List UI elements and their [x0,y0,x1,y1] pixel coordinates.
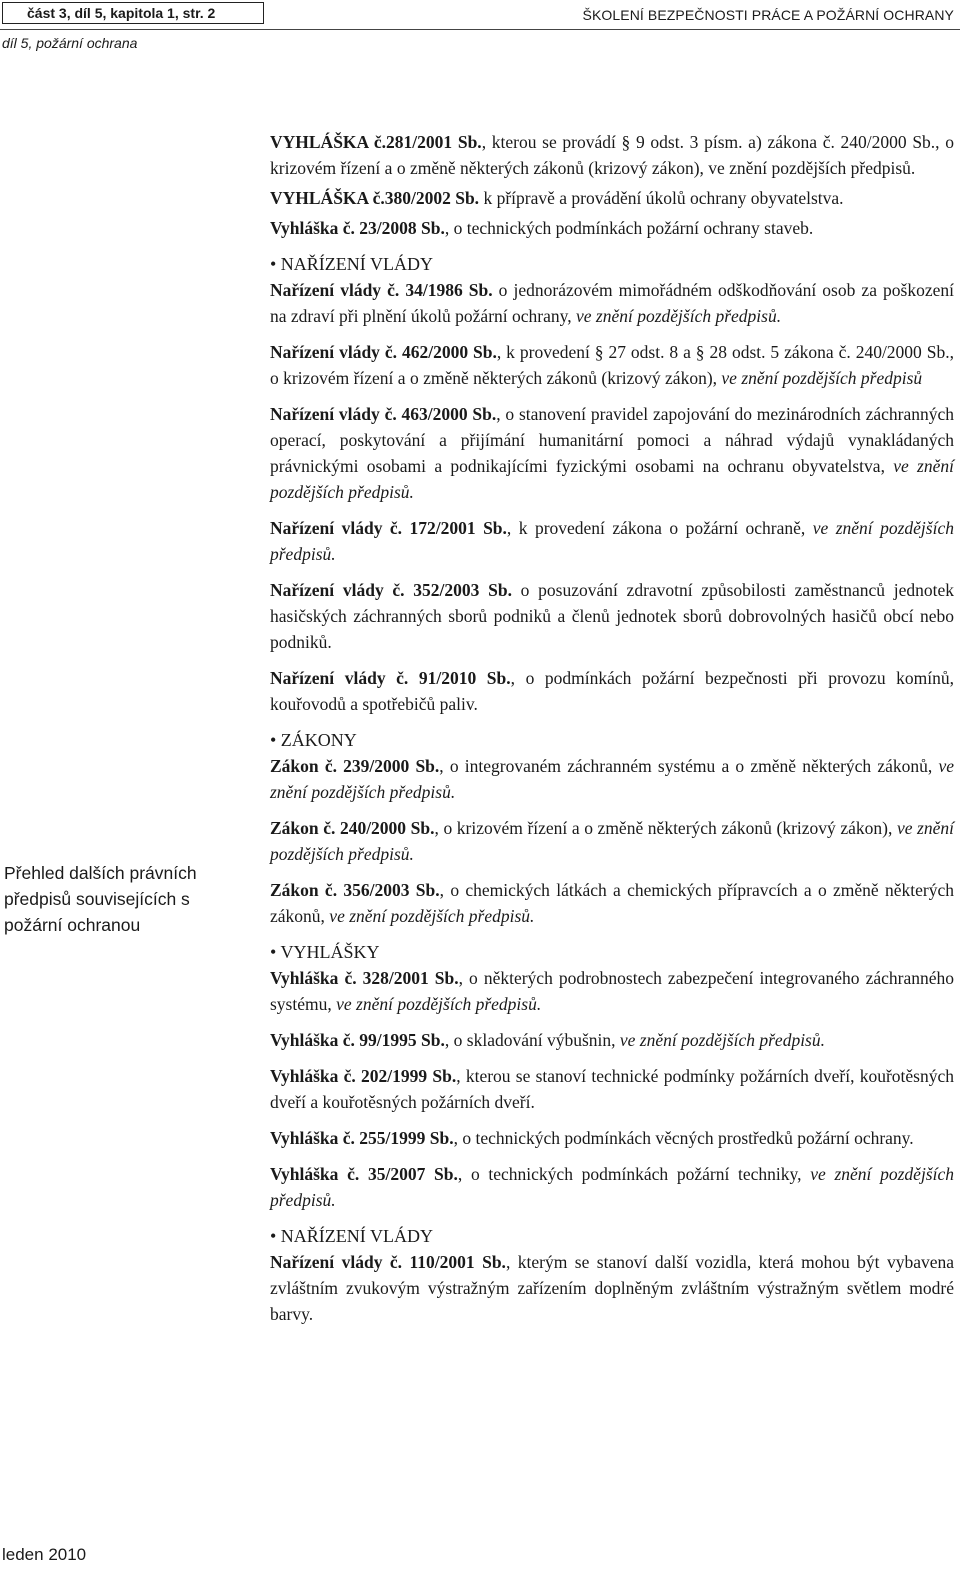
entry-text: , o některých podrobnostech zabezpečení integrovaného záchranného systému, [270,968,954,1014]
entry-reference: VYHLÁŠKA č.380/2002 Sb. [270,188,480,208]
section-heading: • NAŘÍZENÍ VLÁDY [270,1226,433,1246]
legal-entry [270,877,954,929]
entry-reference: Nařízení vlády č. 463/2000 Sb. [270,404,497,424]
legal-entry [270,129,954,181]
entry-text: , o technických podmínkách požární ochrany staveb. [444,218,814,238]
entry-reference: Vyhláška č. 35/2007 Sb. [270,1164,458,1184]
entry-reference: Zákon č. 239/2000 Sb. [270,756,440,776]
chapter-reference: část 3, díl 5, kapitola 1, str. 2 [2,2,264,24]
entry-text: , o integrovaném záchranném systému a o změně některých zákonů, [439,756,939,776]
legal-entry [270,665,954,717]
entry-text: , o krizovém řízení a o změně některých zákonů (krizový zákon), [434,818,897,838]
entry-text: o posuzování zdravotní způsobilosti zaměstnanců jednotek hasičských záchranných sborů podniků a členů jednotek sborů dobrovolných hasičů obcí nebo podniků. [270,580,954,652]
entry-reference: Nařízení vlády č. 172/2001 Sb. [270,518,507,538]
entry-reference: Zákon č. 240/2000 Sb. [270,818,435,838]
legal-entry [270,277,954,329]
section-heading: • NAŘÍZENÍ VLÁDY [270,254,433,274]
entry-reference: Vyhláška č. 255/1999 Sb. [270,1128,454,1148]
entry-reference: Zákon č. 356/2003 Sb. [270,880,440,900]
side-heading: Přehled dalších právních předpisů souvisejících s požární ochranou [4,863,197,935]
legal-entry [270,815,954,867]
entry-reference: VYHLÁŠKA č.281/2001 Sb. [270,132,482,152]
legal-entry [270,1161,954,1213]
legal-entry [270,215,954,241]
legal-entry [270,339,954,391]
entry-note: ve znění pozdějších předpisů. [270,518,954,564]
legal-entry [270,1249,954,1327]
entry-note: ve znění pozdějších předpisů. [270,756,955,802]
entry-reference: Vyhláška č. 99/1995 Sb. [270,1030,445,1050]
entry-reference: Nařízení vlády č. 34/1986 Sb. [270,280,493,300]
entry-text: , o technických podmínkách požární techniky, [457,1164,811,1184]
legal-entry [270,753,954,805]
legal-entry [270,1125,954,1151]
entry-text: , o chemických látkách a chemických přípravcích a o změně některých zákonů, [270,880,954,926]
entry-note: ve znění pozdějších předpisů. [336,994,542,1014]
entry-note: ve znění pozdějších předpisů. [576,306,782,326]
header-divider [0,29,960,30]
entry-note: ve znění pozdějších předpisů. [619,1030,825,1050]
entry-text: , k provedení § 27 odst. 8 a § 28 odst. 5 zákona č. 240/2000 Sb., o krizovém řízení a o změně některých zákonů (krizový zákon), [270,342,954,388]
entry-reference: Vyhláška č. 328/2001 Sb. [270,968,459,988]
section-heading: • VYHLÁŠKY [270,942,380,962]
legal-entry [270,185,954,211]
legal-entry [270,1027,954,1053]
footer-date: leden 2010 [2,1545,87,1564]
entry-text: , kterou se provádí § 9 odst. 3 písm. a) zákona č. 240/2000 Sb., o krizovém řízení a o změně některých zákonů (krizový zákon), ve znění pozdějších předpisů. [270,132,954,178]
section-heading: • ZÁKONY [270,730,357,750]
entry-note: ve znění pozdějších předpisů. [270,1164,954,1210]
entry-text: , kterou se stanoví technické podmínky požárních dveří, kouřotěsných dveří a kouřotěsných požárních dveří. [270,1066,954,1112]
entry-note: ve znění pozdějších předpisů [721,368,923,388]
entry-reference: Nařízení vlády č. 91/2010 Sb. [270,668,511,688]
entry-note: ve znění pozdějších předpisů. [329,906,535,926]
legal-entry [270,515,954,567]
legislation-list [270,129,954,1337]
entry-text: o jednorázovém mimořádném odškodňování osob za poškození na zdraví při plnění úkolů požární ochrany, [270,280,954,326]
running-header-subtitle: díl 5, požární ochrana [2,35,138,51]
entry-reference: Vyhláška č. 23/2008 Sb. [270,218,445,238]
entry-note: ve znění pozdějších předpisů. [270,818,954,864]
legal-entry [270,401,954,505]
legal-entry [270,1063,954,1115]
running-header-title: ŠKOLENÍ BEZPEČNOSTI PRÁCE A POŽÁRNÍ OCHRANY [582,7,954,23]
entry-reference: Nařízení vlády č. 462/2000 Sb. [270,342,497,362]
legal-entry [270,965,954,1017]
entry-text: , o stanovení pravidel zapojování do mezinárodních záchranných operací, poskytování a přijímání humanitární pomoci a náhrad výdajů vynakládaných právnickými osobami a podnikajícími fyzickými osobami na ochranu obyvatelstva, [270,404,954,476]
entry-reference: Nařízení vlády č. 110/2001 Sb. [270,1252,506,1272]
entry-text: , o technických podmínkách věcných prostředků požární ochrany. [453,1128,914,1148]
legal-entry [270,577,954,655]
entry-text: , kterým se stanoví další vozidla, která mohou být vybavena zvláštním zvukovým výstražným zařízením doplněným zvláštním výstražným světlem modré barvy. [270,1252,955,1324]
entry-text: , o podmínkách požární bezpečnosti při provozu komínů, kouřovodů a spotřebičů paliv. [270,668,954,714]
entry-note: ve znění pozdějších předpisů. [270,456,954,502]
entry-text: k přípravě a provádění úkolů ochrany obyvatelstva. [479,188,844,208]
entry-reference: Vyhláška č. 202/1999 Sb. [270,1066,457,1086]
entry-reference: Nařízení vlády č. 352/2003 Sb. [270,580,512,600]
entry-text: , o skladování výbušnin, [444,1030,620,1050]
entry-text: , k provedení zákona o požární ochraně, [506,518,813,538]
